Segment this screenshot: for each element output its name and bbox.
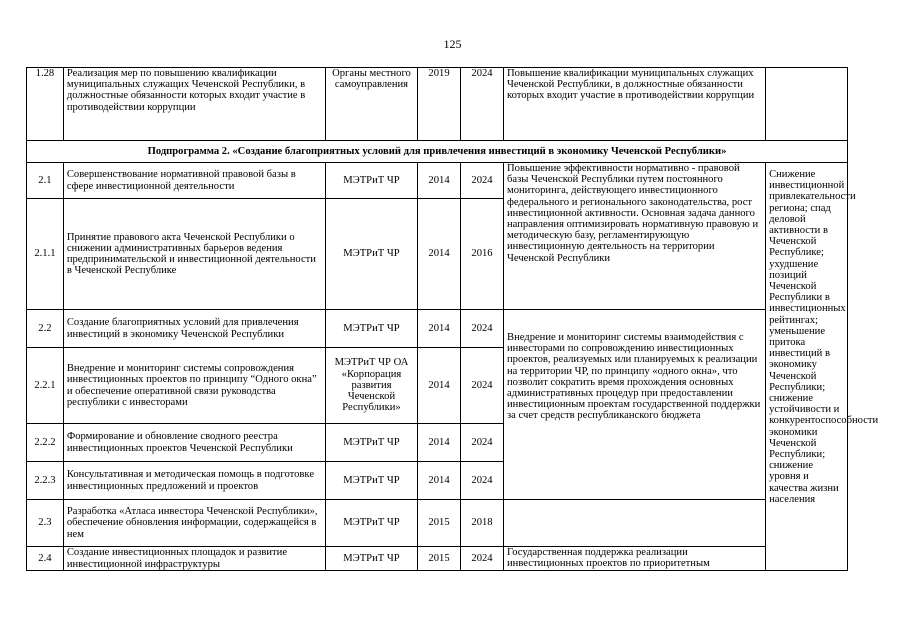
- page-number: 125: [443, 37, 462, 51]
- table-row: [27, 68, 848, 141]
- subprogram-title: Подпрограмма 2. «Создание благоприятных условий для привлечения инвестиций в экономику Чеченской Республики»: [27, 141, 848, 163]
- start-year-cell: 2019: [418, 68, 461, 141]
- org-cell: МЭТРиТ ЧР: [325, 547, 417, 571]
- result-cell: Повышение квалификации муниципальных служащих Чеченской Республики, в должностные обязанности которых входит участие в противодействии коррупции: [504, 68, 766, 141]
- org-cell: МЭТРиТ ЧР: [325, 310, 417, 348]
- end-year-cell: 2024: [461, 424, 504, 462]
- end-year-cell: 2024: [461, 310, 504, 348]
- activity-cell: Создание инвестиционных площадок и развитие инвестиционной инфраструктуры: [63, 547, 325, 571]
- start-year-cell: 2015: [418, 500, 461, 547]
- row-number: 2.4: [27, 547, 64, 571]
- subprogram-row: [27, 141, 848, 163]
- result-cell: Государственная поддержка реализации инвестиционных проектов по приоритетным: [504, 547, 766, 571]
- row-number: 2.3: [27, 500, 64, 547]
- start-year-cell: 2014: [418, 199, 461, 310]
- end-year-cell: 2024: [461, 462, 504, 500]
- row-number: 2.2: [27, 310, 64, 348]
- start-year-cell: 2014: [418, 163, 461, 199]
- start-year-cell: 2015: [418, 547, 461, 571]
- table-row: [27, 547, 848, 571]
- start-year-cell: 2014: [418, 462, 461, 500]
- org-cell: Органы местного самоуправления: [325, 68, 417, 141]
- activity-cell: Совершенствование нормативной правовой базы в сфере инвестиционной деятельности: [63, 163, 325, 199]
- org-cell: МЭТРиТ ЧР: [325, 462, 417, 500]
- activity-cell: Разработка «Атласа инвестора Чеченской Республики», обеспечение обновления информации, содержащейся в нем: [63, 500, 325, 547]
- activity-cell: Принятие правового акта Чеченской Республики о снижении административных барьеров ведения предпринимательской и инвестиционной деятельности в Чеченской Республике: [63, 199, 325, 310]
- end-year-cell: 2018: [461, 500, 504, 547]
- row-number: 2.1: [27, 163, 64, 199]
- end-year-cell: 2024: [461, 68, 504, 141]
- end-year-cell: 2016: [461, 199, 504, 310]
- program-table: [26, 67, 879, 571]
- table-row: [27, 310, 848, 348]
- org-cell: МЭТРиТ ЧР ОА «Корпорация развития Чеченской Республики»: [325, 348, 417, 424]
- org-cell: МЭТРиТ ЧР: [325, 424, 417, 462]
- org-cell: МЭТРиТ ЧР: [325, 199, 417, 310]
- row-number: 2.1.1: [27, 199, 64, 310]
- result-cell: Внедрение и мониторинг системы взаимодействия с инвесторами по сопровождению инвестиционных проектов, реализуемых или планируемых к реализации на территории ЧР, по принципу «одного окна», что позволит сократить время прохождения основных административных процедур при предоставлении инвестиционным проектам государственной поддержки за счет средств республиканского бюджета: [504, 310, 766, 500]
- activity-cell: Реализация мер по повышению квалификации муниципальных служащих Чеченской Республики, в должностные обязанности которых входит участие в противодействии коррупции: [63, 68, 325, 141]
- end-year-cell: 2024: [461, 547, 504, 571]
- result-cell: [504, 500, 766, 547]
- activity-cell: Внедрение и мониторинг системы сопровождения инвестиционных проектов по принципу “Одного окна” и обеспечение оперативной связи руководства республики с инвесторами: [63, 348, 325, 424]
- start-year-cell: 2014: [418, 348, 461, 424]
- activity-cell: Консультативная и методическая помощь в подготовке инвестиционных предложений и проектов: [63, 462, 325, 500]
- start-year-cell: 2014: [418, 424, 461, 462]
- effect-cell: Снижение инвестиционной привлекательности региона; спад деловой активности в Чеченской Республике; ухудшение позиций Чеченской Республики в инвестиционных рейтингах; уменьшение притока инвестиций в экономику Чеченской Республики; снижение устойчивости и конкурентоспособности экономики Чеченской Республики; снижение уровня и качества жизни населения: [766, 163, 848, 571]
- row-number: 2.2.3: [27, 462, 64, 500]
- org-cell: МЭТРиТ ЧР: [325, 163, 417, 199]
- row-number: 2.2.2: [27, 424, 64, 462]
- org-cell: МЭТРиТ ЧР: [325, 500, 417, 547]
- effect-cell: [766, 68, 848, 141]
- start-year-cell: 2014: [418, 310, 461, 348]
- row-number: 1.28: [27, 68, 64, 141]
- result-cell: Повышение эффективности нормативно - правовой базы Чеченской Республики путем постоянного мониторинга, действующего инвестиционного федерального и регионального законодательства, рост инвестиционной активности. Основная задача данного направления оптимизировать нормативную правовую и методическую базу, регламентирующую инвестиционную деятельность на территории Чеченской Республики: [504, 163, 766, 310]
- row-number: 2.2.1: [27, 348, 64, 424]
- table-row: [27, 500, 848, 547]
- table-row: [27, 163, 848, 199]
- end-year-cell: 2024: [461, 348, 504, 424]
- activity-cell: Создание благоприятных условий для привлечения инвестиций в экономику Чеченской Республики: [63, 310, 325, 348]
- activity-cell: Формирование и обновление сводного реестра инвестиционных проектов Чеченской Республики: [63, 424, 325, 462]
- end-year-cell: 2024: [461, 163, 504, 199]
